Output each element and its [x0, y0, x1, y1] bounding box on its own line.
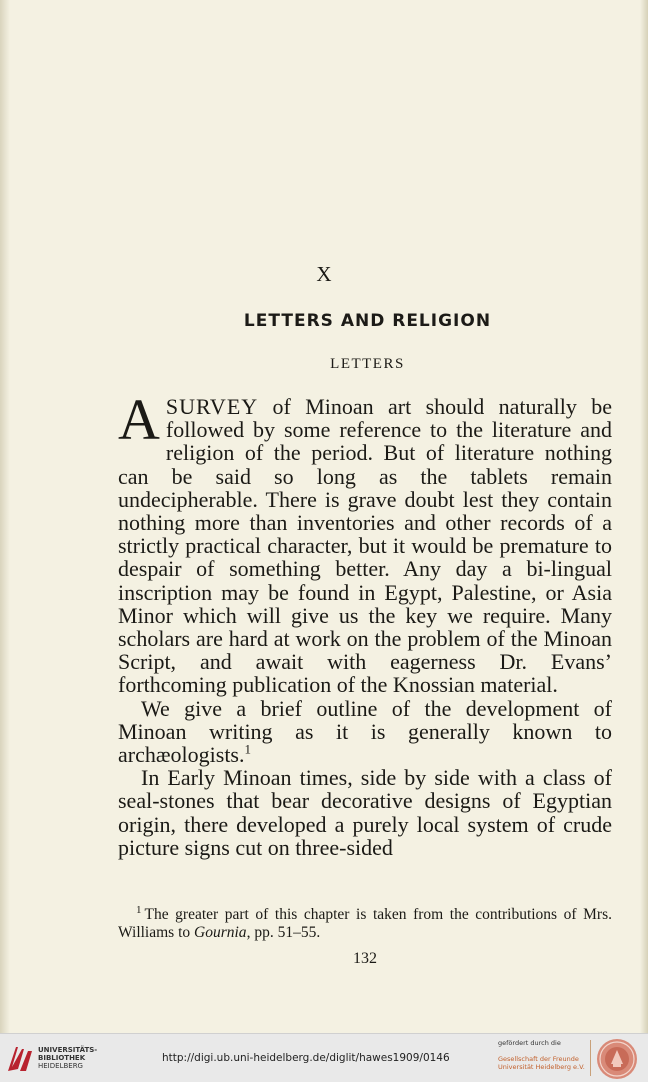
footnote [118, 903, 612, 942]
paragraph-1 [118, 387, 612, 698]
university-library-logo-icon[interactable] [6, 1043, 34, 1073]
sponsor-line1: gefördert durch die [498, 1039, 561, 1047]
footnote-text-after: , pp. 51–55. [246, 924, 321, 941]
library-name-line1: UNIVERSITÄTS- [38, 1046, 98, 1054]
chapter-title: LETTERS AND RELIGION [243, 311, 492, 331]
chapter-number: X [316, 262, 332, 286]
body-text [118, 387, 612, 860]
section-title: LETTERS [330, 356, 405, 372]
permalink-url[interactable]: http://digi.ub.uni-heidelberg.de/diglit/hawes1909/0146 [162, 1052, 450, 1064]
footnote-reference[interactable]: 1 [244, 741, 251, 757]
sponsor-line3: Universität Heidelberg e.V. [498, 1063, 585, 1071]
library-name-line3: HEIDELBERG [38, 1062, 83, 1070]
paragraph-3-text: In Early Minoan times, side by side with a class of seal-stones that bear decorative designs of Egyptian origin, there developed a purely local system of crude picture signs cut on three-sided [118, 765, 612, 860]
paragraph-3 [118, 766, 612, 859]
sponsor-text [498, 1039, 585, 1071]
paragraph-2-text: We give a brief outline of the development of Minoan writing as it is generally known to archæologists. [118, 695, 612, 768]
footnote-mark: 1 [136, 903, 142, 916]
drop-cap: A [118, 387, 160, 452]
page-number: 132 [353, 950, 377, 967]
footnote-text-before: The greater part of this chapter is taken from the contributions of Mrs. Williams to [118, 906, 612, 941]
paragraph-2 [118, 697, 612, 767]
page-left-shadow [0, 0, 10, 1033]
university-seal-icon[interactable] [596, 1038, 638, 1080]
library-name [38, 1046, 97, 1070]
sponsor-divider [590, 1040, 591, 1076]
footnote-italic-title: Gournia [194, 924, 247, 941]
first-words: SURVEY [165, 394, 259, 419]
paragraph-1-text: of Minoan art should naturally be followed by some reference to the literature and religion of the period. But of literature nothing can be said so long as the tablets remain undecipherable. There is grave doubt lest they contain nothing more than inventories and other records of a strictly practical character, but it would be premature to despair of something better. Any day a bi-lingual inscription may be found in Egypt, Palestine, or Asia Minor which will give us the key we require. Many scholars are hard at work on the problem of the Minoan Script, and await with eagerness Dr. Evans’ forthcoming publication of the Knossian material. [118, 394, 612, 698]
sponsor-line2: Gesellschaft der Freunde [498, 1055, 579, 1063]
library-name-line2: BIBLIOTHEK [38, 1054, 86, 1062]
footer-bar [0, 1033, 648, 1082]
page-right-shadow [640, 0, 648, 1033]
